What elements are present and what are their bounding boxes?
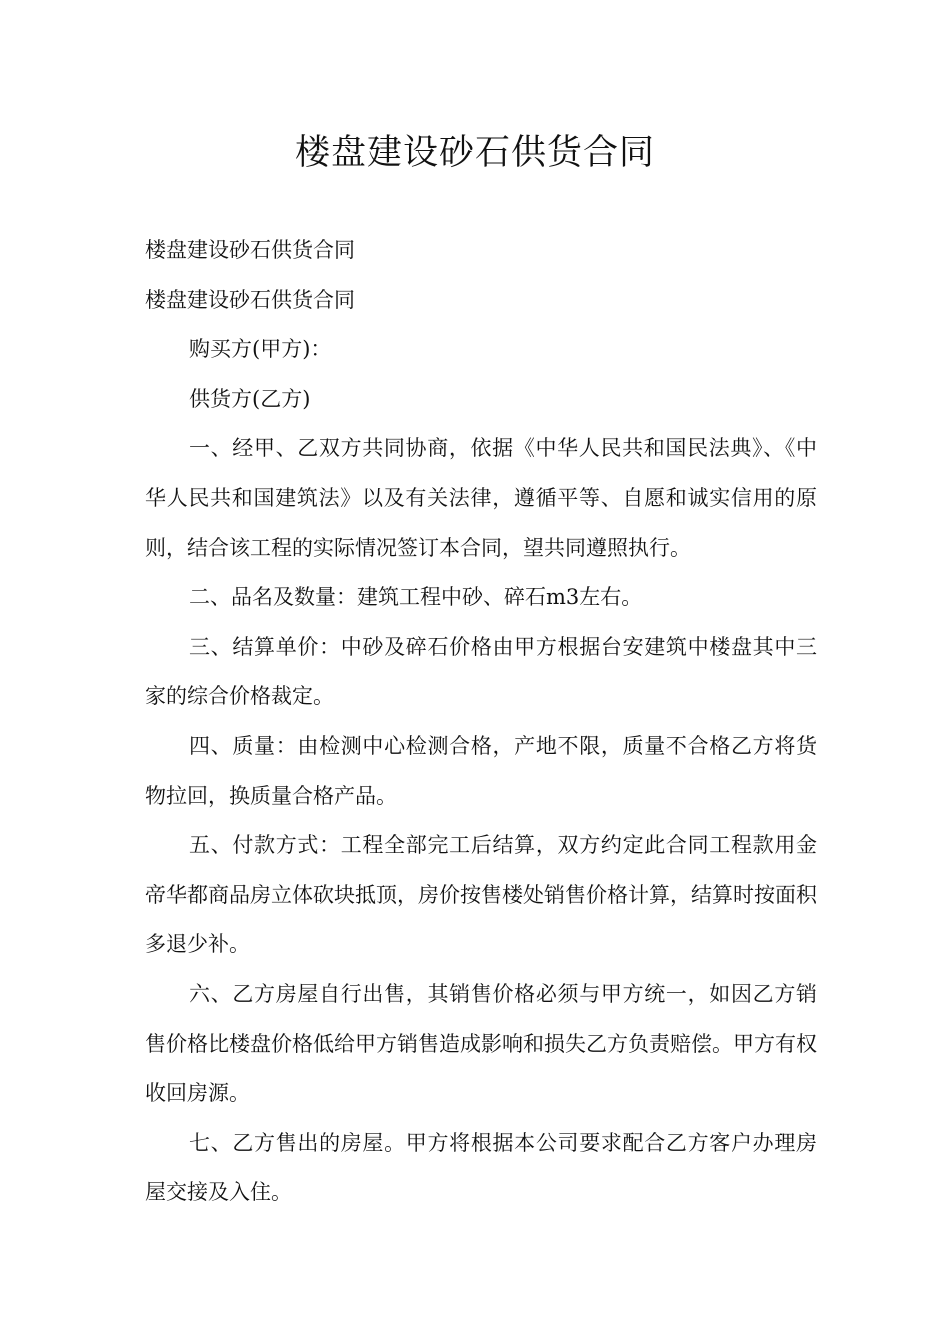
clause-3: 三、结算单价：中砂及碎石价格由甲方根据台安建筑中楼盘其中三家的综合价格裁定。 [145,634,817,709]
document-title: 楼盘建设砂石供货合同 [294,133,655,173]
document-body [145,226,817,1218]
paragraph: 楼盘建设砂石供货合同 [145,287,355,312]
supplier-party-line: 供货方(乙方) [189,386,311,411]
clause-2: 二、品名及数量：建筑工程中砂、碎石m3左右。 [189,585,643,610]
clause-5: 五、付款方式：工程全部完工后结算，双方约定此合同工程款用金帝华都商品房立体砍块抵顶，房价按售楼处销售价格计算，结算时按面积多退少补。 [145,833,817,957]
paragraph: 楼盘建设砂石供货合同 [145,238,355,262]
clause-7: 七、乙方售出的房屋。甲方将根据本公司要求配合乙方客户办理房屋交接及入住。 [145,1130,817,1205]
buyer-party-line: 购买方(甲方)： [189,337,332,362]
clause-6: 六、乙方房屋自行出售，其销售价格必须与甲方统一，如因乙方销售价格比楼盘价格低给甲方销售造成影响和损失乙方负责赔偿。甲方有权收回房源。 [145,981,817,1106]
clause-4: 四、质量：由检测中心检测合格，产地不限，质量不合格乙方将货物拉回，换质量合格产品。 [145,733,817,808]
clause-1: 一、经甲、乙双方共同协商，依据《中华人民共和国民法典》、《中华人民共和国建筑法》以及有关法律，遵循平等、自愿和诚实信用的原则，结合该工程的实际情况签订本合同，望共同遵照执行。 [145,436,817,560]
